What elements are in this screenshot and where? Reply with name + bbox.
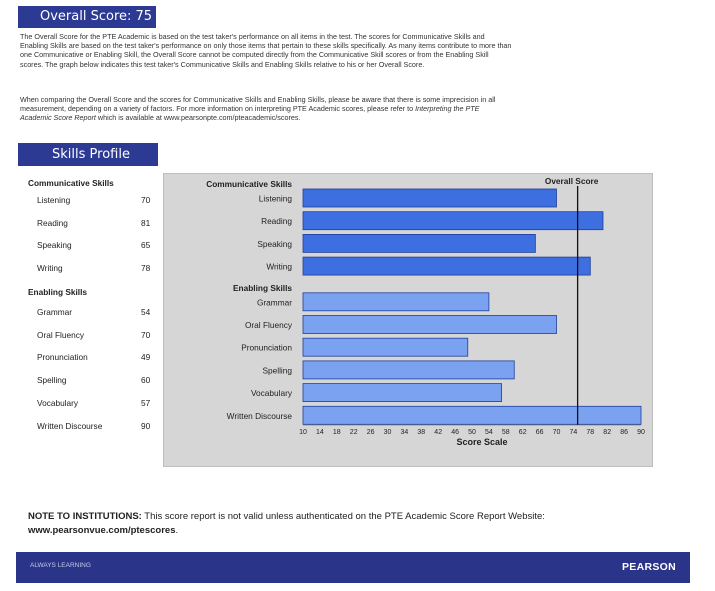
x-tick-label: 82 [603, 429, 612, 436]
skill-score: 81 [141, 218, 151, 228]
note-end: . [175, 525, 179, 536]
table-row [28, 352, 158, 366]
intro-paragraph-1: The Overall Score for the PTE Academic is based on the test taker's performance on all items in the test. The scores for Communicative Skills and Enabling Skills are based on the test taker's performance on only those items that pertain to these skills specifically. As many items contribute to more than one Communicative or Enabling Skill, the Overall Score cannot be computed directly from the Communicative Skill scores or from the Enabling Skill scores. The graph below indicates this test taker's Communicative Skills and Enabling Skills relative to his or her Overall Score. [20, 32, 512, 69]
skill-bar [303, 293, 489, 311]
score-website-link[interactable]: www.pearsonvue.com/ptescores [28, 525, 176, 536]
x-tick-label: 54 [485, 429, 493, 436]
x-tick-label: 38 [417, 429, 426, 436]
bar-chart-canvas [164, 174, 654, 468]
note-prefix: NOTE TO INSTITUTIONS: [28, 511, 142, 522]
x-tick-label: 62 [518, 429, 527, 436]
x-tick-label: 10 [299, 429, 307, 436]
communicative-skills-heading: Communicative Skills [28, 178, 114, 188]
x-tick-label: 34 [400, 429, 409, 436]
x-tick-label: 22 [349, 429, 358, 436]
skill-score: 49 [141, 352, 151, 362]
skill-bar-label: Oral Fluency [244, 320, 292, 330]
x-tick-label: 58 [501, 429, 510, 436]
skill-bar [303, 361, 514, 379]
skill-label: Vocabulary [37, 398, 79, 408]
chart-group-heading: Enabling Skills [232, 282, 292, 293]
table-row [28, 195, 158, 209]
pearson-logo: PEARSON [621, 561, 676, 573]
x-tick-label: 14 [316, 429, 324, 436]
skill-label: Grammar [37, 307, 73, 317]
score-report-guide-title: Interpreting the PTE Academic Score Report [20, 104, 480, 123]
skill-label: Speaking [37, 240, 72, 250]
x-tick-label: 30 [383, 429, 392, 436]
institution-note [28, 510, 568, 538]
skills-profile-banner [18, 143, 158, 166]
x-tick-label: 78 [586, 429, 595, 436]
skill-label: Oral Fluency [37, 330, 85, 340]
skill-label: Reading [37, 218, 68, 228]
skill-bar-label: Speaking [257, 238, 292, 249]
skill-score: 57 [141, 398, 151, 408]
skill-bar [303, 338, 468, 356]
x-tick-label: 86 [620, 429, 628, 436]
overall-score-title: Overall Score: 75 [40, 9, 153, 24]
skill-score: 60 [141, 375, 151, 385]
skill-bar [303, 406, 641, 424]
table-row [28, 421, 158, 435]
note-text: This score report is not valid unless authenticated on the PTE Academic Score Report Website: [141, 511, 545, 522]
skill-bar-label: Pronunciation [241, 342, 292, 353]
skill-score: 90 [141, 421, 151, 431]
x-tick-label: 50 [468, 429, 476, 436]
intro-paragraph-2-end: which is available at www.pearsonpte.com/pteacademic/scores. [95, 113, 301, 123]
skill-label: Pronunciation [37, 352, 88, 362]
table-row [28, 375, 158, 389]
table-row [28, 263, 158, 277]
footer-tagline: ALWAYS LEARNING [30, 562, 91, 569]
skill-bar [303, 234, 535, 252]
skill-bar [303, 384, 502, 402]
skill-score: 70 [141, 330, 151, 340]
x-axis-title: Score Scale [456, 437, 508, 447]
skill-bar [303, 189, 557, 207]
skills-bar-chart [163, 173, 653, 467]
x-tick-label: 70 [552, 429, 561, 436]
skill-bar [303, 212, 603, 230]
skill-bar-label: Listening [258, 193, 292, 204]
footer-bar [16, 552, 690, 583]
skill-score: 54 [141, 307, 151, 317]
intro-paragraph-2-text: When comparing the Overall Score and the scores for Communicative Skills and Enabling Skills, please be aware that there is some imprecision in all measurement, depending on a variety of factors. For more information on interpreting PTE Academic scores, please refer to [20, 95, 496, 114]
skill-bar [303, 316, 557, 334]
x-tick-label: 46 [451, 429, 459, 436]
skill-bar-label: Written Discourse [226, 410, 292, 421]
x-tick-label: 18 [332, 429, 341, 436]
table-row [28, 330, 158, 344]
skill-label: Written Discourse [37, 421, 103, 431]
skill-bar-label: Writing [266, 261, 292, 272]
x-tick-label: 90 [637, 429, 645, 436]
table-row [28, 398, 158, 412]
skill-score: 65 [141, 240, 151, 250]
intro-paragraph-2 [20, 95, 512, 123]
x-tick-label: 26 [366, 429, 375, 436]
x-tick-label: 74 [569, 429, 578, 436]
overall-score-banner [18, 6, 156, 28]
x-tick-label: 42 [434, 429, 443, 436]
overall-score-label: Overall Score [544, 176, 599, 186]
skill-bar-label: Grammar [256, 297, 292, 308]
table-row [28, 218, 158, 232]
skill-bar [303, 257, 590, 275]
table-row [28, 240, 158, 254]
skill-score: 78 [141, 263, 151, 273]
skill-score: 70 [141, 195, 151, 205]
skills-profile-title: Skills Profile [52, 147, 130, 162]
enabling-skills-heading: Enabling Skills [28, 287, 88, 297]
x-tick-label: 66 [535, 429, 544, 436]
skill-bar-label: Vocabulary [250, 388, 292, 399]
skill-bar-label: Reading [261, 216, 292, 227]
skill-label: Listening [37, 195, 71, 205]
table-row [28, 307, 158, 321]
skill-label: Writing [37, 263, 63, 273]
chart-group-heading: Communicative Skills [206, 179, 292, 189]
skill-bar-label: Spelling [262, 365, 292, 376]
skill-label: Spelling [37, 375, 67, 385]
